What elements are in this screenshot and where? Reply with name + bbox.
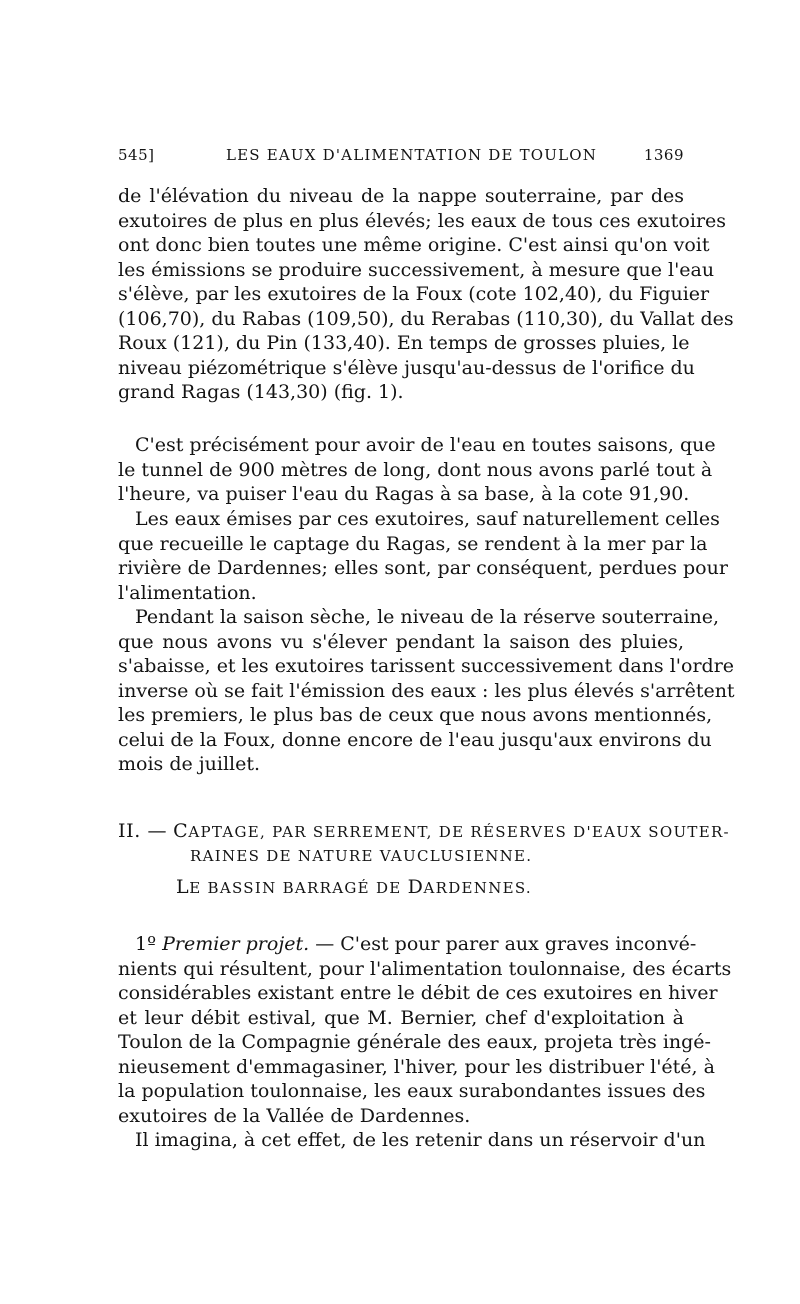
text-line: que nous avons vu s'élever pendant la saison des pluies, [118, 630, 684, 653]
section-initial: C [173, 820, 189, 842]
text-line: et leur débit estival, que M. Bernier, chef d'exploitation à [118, 1006, 684, 1029]
text-line: de l'élévation du niveau de la nappe souterraine, par des [118, 185, 684, 207]
text-line: Les eaux émises par ces exutoires, sauf naturellement celles [135, 508, 720, 530]
paragraph-4 [118, 605, 735, 777]
text-line: Toulon de la Compagnie générale des eaux, projeta très ingé- [118, 1031, 711, 1053]
text-line: les premiers, le plus bas de ceux que nous avons mentionnés, [118, 704, 713, 726]
paragraph-5 [118, 932, 732, 1128]
lead-rest: — C'est pour parer aux graves inconvé- [309, 933, 697, 955]
text-line: la population toulonnaise, les eaux surabondantes issues des [118, 1080, 706, 1102]
lead-number: 1º [135, 933, 157, 955]
section-heading [118, 820, 730, 842]
text-line: exutoires de plus en plus élevés; les eaux de tous ces exutoires [118, 209, 727, 232]
section-heading-text: RAINES DE NATURE VAUCLUSIENNE. [190, 847, 533, 865]
paragraph-6 [118, 1128, 706, 1153]
header-page-number: 1369 [643, 146, 684, 164]
text-line: (106,70), du Rabas (109,50), du Rerabas (110,30), du Vallat des [118, 307, 734, 330]
subheading-text: ARDENNES. [423, 879, 532, 897]
section-heading-text: APTAGE, PAR SERREMENT, DE RÉSERVES D'EAUX SOUTER- [188, 823, 730, 841]
paragraph-3 [118, 507, 728, 605]
text-line: que recueille le captage du Ragas, se rendent à la mer par la [118, 532, 708, 555]
text-line: grand Ragas (143,30) (fig. 1). [118, 381, 404, 403]
header-page-ref: 545] [118, 146, 155, 164]
text-line: niveau piézométrique s'élève jusqu'au-dessus de l'orifice du [118, 356, 695, 379]
text-line: Roux (121), du Pin (133,40). En temps de grosses pluies, le [118, 332, 690, 354]
running-header [118, 146, 684, 170]
text-line: s'abaisse, et les exutoires tarissent successivement dans l'ordre [118, 655, 735, 677]
text-line: C'est précisément pour avoir de l'eau en toutes saisons, que [135, 434, 716, 456]
text-line: ont donc bien toutes une même origine. C'est ainsi qu'on voit [118, 234, 710, 256]
text-line: inverse où se fait l'émission des eaux : les plus élevés s'arrêtent [118, 679, 735, 702]
text-line [118, 932, 697, 957]
text-line: rivière de Dardennes; elles sont, par conséquent, perdues pour [118, 557, 728, 579]
text-line: Pendant la saison sèche, le niveau de la réserve souterraine, [135, 606, 720, 628]
paragraph-2 [118, 433, 716, 507]
subheading-initial: L [176, 876, 190, 898]
text-line: exutoires de la Vallée de Dardennes. [118, 1104, 471, 1127]
text-line: Il imagina, à cet effet, de les retenir dans un réservoir d'un [135, 1129, 706, 1151]
text-line: considérables existant entre le débit de ces exutoires en hiver [118, 982, 718, 1004]
text-line: s'élève, par les exutoires de la Foux (cote 102,40), du Figuier [118, 283, 710, 305]
text-line: les émissions se produire successivement, à mesure que l'eau [118, 258, 715, 281]
text-line: nients qui résultent, pour l'alimentation toulonnaise, des écarts [118, 957, 732, 980]
subheading-text: E BASSIN BARRAGÉ DE [189, 879, 408, 897]
section-subheading [176, 876, 532, 898]
text-line: le tunnel de 900 mètres de long, dont nous avons parlé tout à [118, 458, 713, 481]
section-heading-continued [190, 847, 532, 865]
header-running-title: LES EAUX D'ALIMENTATION DE TOULON [226, 146, 598, 164]
subheading-initial: D [407, 876, 424, 898]
text-line: l'alimentation. [118, 581, 257, 604]
lead-italic: Premier projet. [162, 933, 310, 955]
paragraph-1 [118, 184, 734, 405]
text-line: l'heure, va puiser l'eau du Ragas à sa base, à la cote 91,90. [118, 483, 690, 505]
text-line: nieusement d'emmagasiner, l'hiver, pour les distribuer l'été, à [118, 1055, 715, 1078]
text-line: celui de la Foux, donne encore de l'eau jusqu'aux environs du [118, 728, 712, 751]
text-line: mois de juillet. [118, 753, 261, 775]
section-number: II. — [118, 820, 168, 842]
